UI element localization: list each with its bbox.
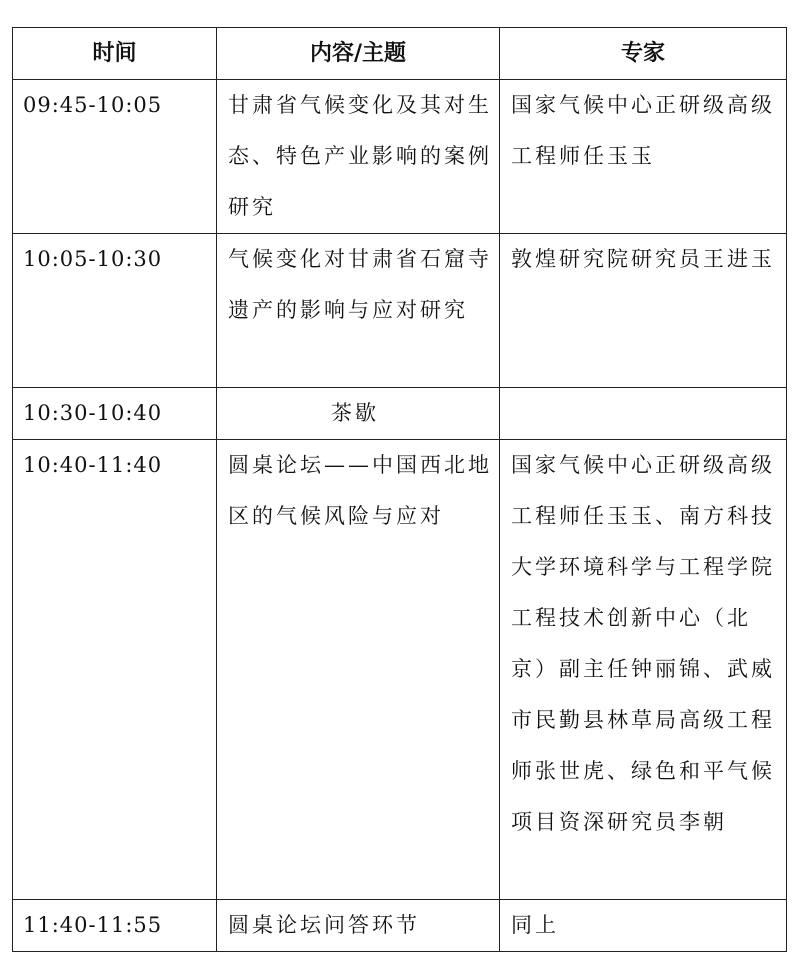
table-row: [13, 80, 787, 234]
expert-text: 国家气候中心正研级高级工程师任玉玉: [511, 93, 775, 168]
expert-cell: [500, 388, 787, 440]
expert-cell: [500, 234, 787, 388]
topic-cell: [217, 900, 500, 952]
time-cell: [13, 900, 217, 952]
topic-cell: [217, 80, 500, 234]
topic-text: 气候变化对甘肃省石窟寺遗产的影响与应对研究: [228, 247, 492, 322]
time-cell: [13, 440, 217, 900]
expert-text: 敦煌研究院研究员王进玉: [511, 247, 775, 271]
time-text: 09:45-10:05: [23, 93, 163, 117]
topic-text: 圆桌论坛——中国西北地区的气候风险与应对: [228, 453, 492, 528]
topic-cell: [217, 440, 500, 900]
expert-text: 国家气候中心正研级高级工程师任玉玉、南方科技大学环境科学与工程学院工程技术创新中心（北京）副主任钟丽锦、武威市民勤县林草局高级工程师张世虎、绿色和平气候项目资深研究员李朝: [511, 453, 775, 834]
table-row: [13, 234, 787, 388]
topic-text: 茶歇: [331, 401, 379, 425]
table-row: [13, 900, 787, 952]
time-text: 10:05-10:30: [23, 247, 163, 271]
time-text: 10:30-10:40: [23, 401, 163, 425]
schedule-table: [12, 27, 787, 952]
expert-text: 同上: [511, 913, 559, 937]
expert-cell: [500, 80, 787, 234]
time-cell: [13, 388, 217, 440]
table-row: [13, 388, 787, 440]
expert-cell: [500, 440, 787, 900]
header-row: [13, 28, 787, 80]
topic-text: 圆桌论坛问答环节: [228, 913, 420, 937]
topic-cell: [217, 234, 500, 388]
topic-cell: [217, 388, 500, 440]
expert-cell: [500, 900, 787, 952]
table-row: [13, 440, 787, 900]
header-time: 时间: [13, 28, 217, 80]
time-text: 10:40-11:40: [23, 453, 163, 477]
time-cell: [13, 234, 217, 388]
time-cell: [13, 80, 217, 234]
topic-text: 甘肃省气候变化及其对生态、特色产业影响的案例研究: [228, 93, 492, 219]
header-topic: 内容/主题: [217, 28, 500, 80]
time-text: 11:40-11:55: [23, 913, 163, 937]
header-expert: 专家: [500, 28, 787, 80]
